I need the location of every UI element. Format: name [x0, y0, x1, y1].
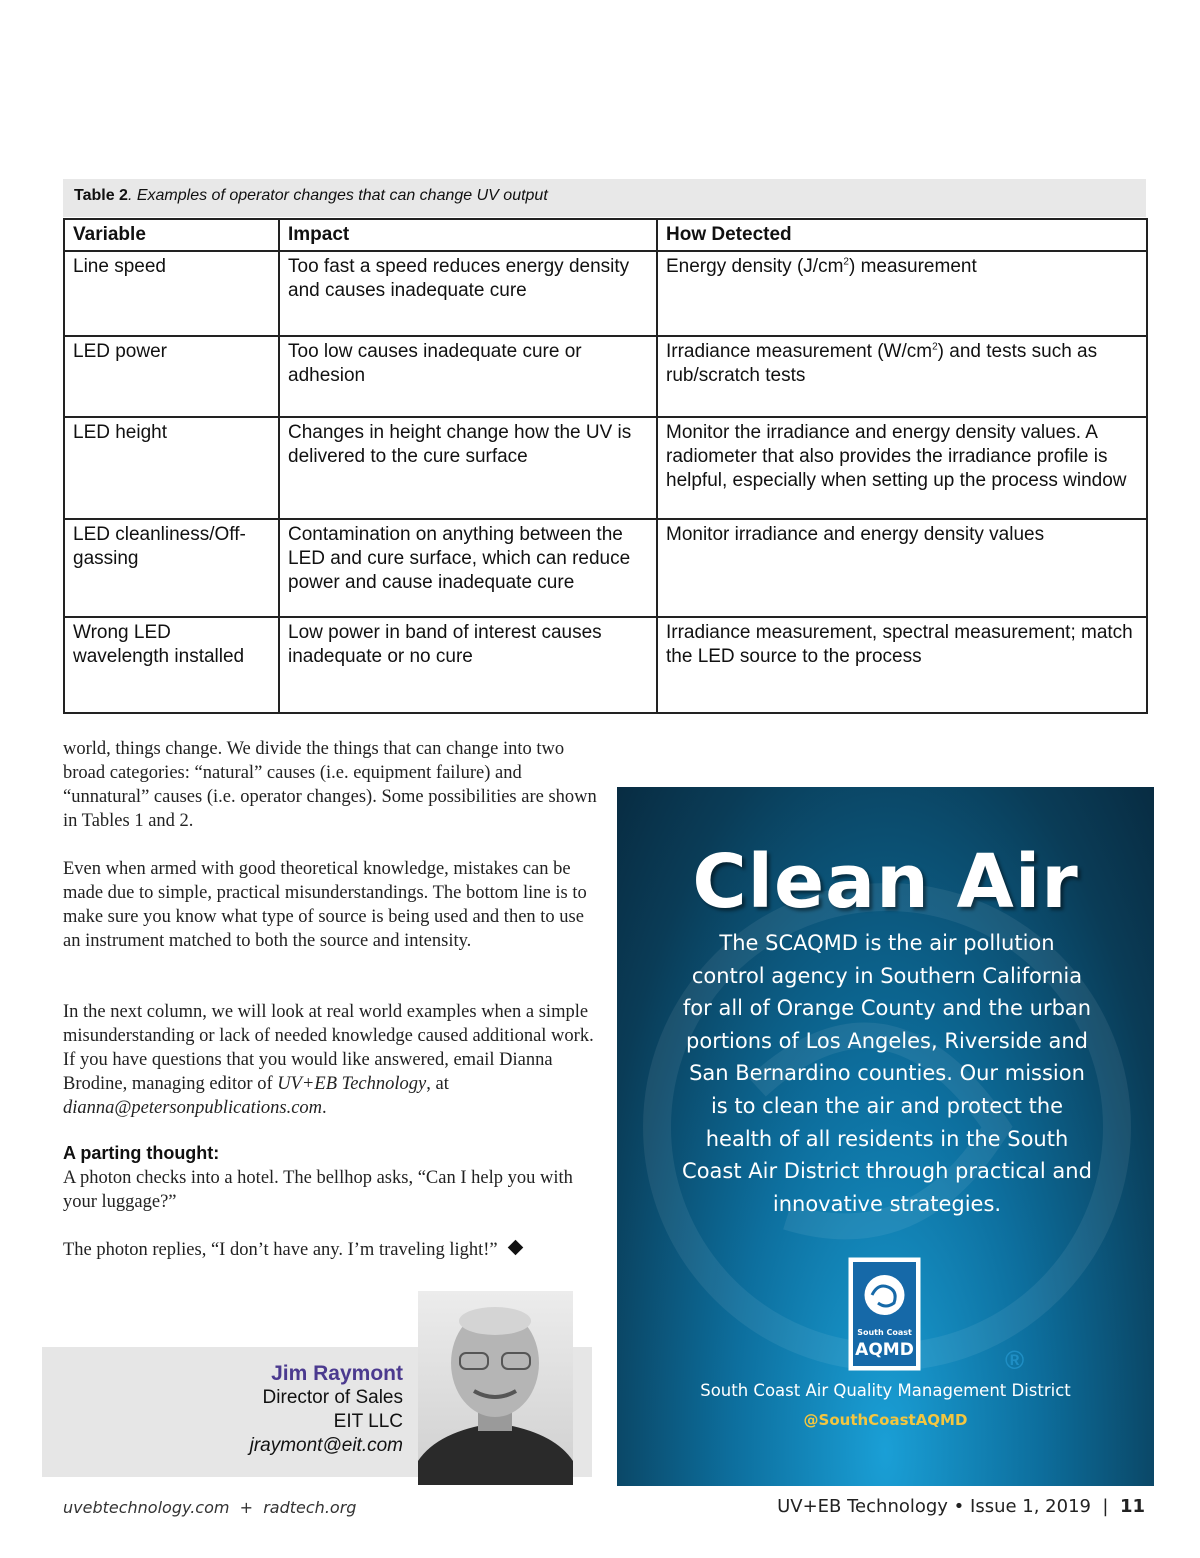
cell-how-detected: Monitor the irradiance and energy density values. A radiometer that also provides the irradiance profile is helpful, especially when setting up the process window: [657, 417, 1147, 519]
article-paragraph: A photon checks into a hotel. The bellhop asks, “Can I help you with your luggage?”: [63, 1168, 573, 1212]
article-text: , at: [426, 1074, 449, 1094]
author-title: Director of Sales: [262, 1387, 403, 1408]
table-row: [64, 251, 1147, 336]
table-header-row: [64, 219, 1147, 251]
editor-email-link[interactable]: dianna@petersonpublications.com: [63, 1098, 323, 1118]
footer-issue-info: [777, 1496, 1145, 1517]
article-paragraph: [63, 1238, 603, 1262]
cell-text: Irradiance measurement (W/cm: [666, 341, 933, 362]
article-text: .: [322, 1098, 327, 1118]
ad-title: Clean Air: [692, 839, 1079, 925]
ad-social-handle[interactable]: @SouthCoastAQMD: [803, 1411, 968, 1429]
author-email-link[interactable]: jraymont@eit.com: [249, 1435, 403, 1456]
cell-variable: LED height: [64, 417, 279, 519]
table-caption: [63, 179, 1146, 217]
author-info: [250, 1362, 403, 1458]
registered-mark: ®: [1005, 1345, 1025, 1375]
page-number: 11: [1119, 1496, 1145, 1517]
footer-websites[interactable]: uvebtechnology.com + radtech.org: [63, 1498, 357, 1517]
operator-changes-table: [63, 218, 1148, 714]
cell-text: Energy density (J/cm: [666, 256, 844, 277]
cell-impact: Too fast a speed reduces energy density and causes inadequate cure: [279, 251, 657, 336]
author-portrait-icon: [418, 1291, 573, 1485]
aqmd-logo-icon: [848, 1257, 921, 1371]
cell-variable: Line speed: [64, 251, 279, 336]
table-row: [64, 336, 1147, 417]
cell-how-detected: [657, 336, 1147, 417]
cell-how-detected: Irradiance measurement, spectral measurement; match the LED source to the process: [657, 617, 1147, 713]
article-paragraph: world, things change. We divide the things that can change into two broad categories: “natural” causes (i.e. equipment failure) and “unnatural” causes (i.e. operator changes). Some possibilities are shown in Tables 1 and 2.: [63, 739, 597, 831]
cell-impact: Changes in height change how the UV is delivered to the cure surface: [279, 417, 657, 519]
column-header-how-detected: How Detected: [657, 219, 1147, 251]
column-header-variable: Variable: [64, 219, 279, 251]
cell-variable: LED power: [64, 336, 279, 417]
clean-air-advertisement[interactable]: [617, 787, 1154, 1486]
publication-name: UV+EB Technology: [277, 1074, 427, 1094]
table-row: [64, 417, 1147, 519]
cell-impact: Too low causes inadequate cure or adhesion: [279, 336, 657, 417]
article-text: In the next column, we will look at real world examples when a simple misunderstanding or lack of needed knowledge caused additional work. If you have questions that you would like answered, email Dianna Brodine, managing editor of: [63, 1002, 594, 1094]
superscript: 2: [932, 341, 938, 353]
article-paragraph: Even when armed with good theoretical knowledge, mistakes can be made due to simple, practical misunderstandings. The bottom line is to make sure you know what type of source is being used and then to use an instrument matched to both the source and intensity.: [63, 859, 587, 951]
table-row: [64, 617, 1147, 713]
table-caption-text: . Examples of operator changes that can change UV output: [127, 187, 548, 204]
parting-thought-heading: A parting thought:: [63, 1143, 220, 1163]
ad-organization-name: South Coast Air Quality Management District: [700, 1381, 1071, 1400]
footer-issue-text: UV+EB Technology • Issue 1, 2019 |: [777, 1496, 1120, 1517]
article-paragraph: [63, 1000, 603, 1120]
end-of-article-diamond-icon: [507, 1240, 523, 1256]
author-name: Jim Raymont: [271, 1362, 403, 1385]
ad-body-text: The SCAQMD is the air pollution control agency in Southern California for all of Orange County and the urban portions of Los Angeles, Riverside and San Bernardino counties. Our mission is to clean the air and protect the health of all residents in the South Coast Air District through practical and innovative strategies.: [682, 931, 1092, 1216]
cell-text: ) and tests such as rub/scratch tests: [666, 341, 1098, 386]
author-photo: [418, 1291, 573, 1485]
cell-how-detected: [657, 251, 1147, 336]
logo-line1: South Coast: [857, 1328, 912, 1337]
article-text: The photon replies, “I don’t have any. I’m traveling light!”: [63, 1240, 498, 1260]
table-caption-label: Table 2: [74, 187, 128, 204]
cell-how-detected: Monitor irradiance and energy density values: [657, 519, 1147, 617]
logo-line2: AQMD: [855, 1340, 914, 1360]
author-company: EIT LLC: [333, 1411, 403, 1432]
column-header-impact: Impact: [279, 219, 657, 251]
table-row: [64, 519, 1147, 617]
cell-variable: Wrong LED wavelength installed: [64, 617, 279, 713]
cell-text: ) measurement: [848, 256, 977, 277]
cell-impact: Contamination on anything between the LED and cure surface, which can reduce power and cause inadequate cure: [279, 519, 657, 617]
superscript: 2: [843, 256, 849, 268]
cell-variable: LED cleanliness/Off-gassing: [64, 519, 279, 617]
cell-impact: Low power in band of interest causes inadequate or no cure: [279, 617, 657, 713]
